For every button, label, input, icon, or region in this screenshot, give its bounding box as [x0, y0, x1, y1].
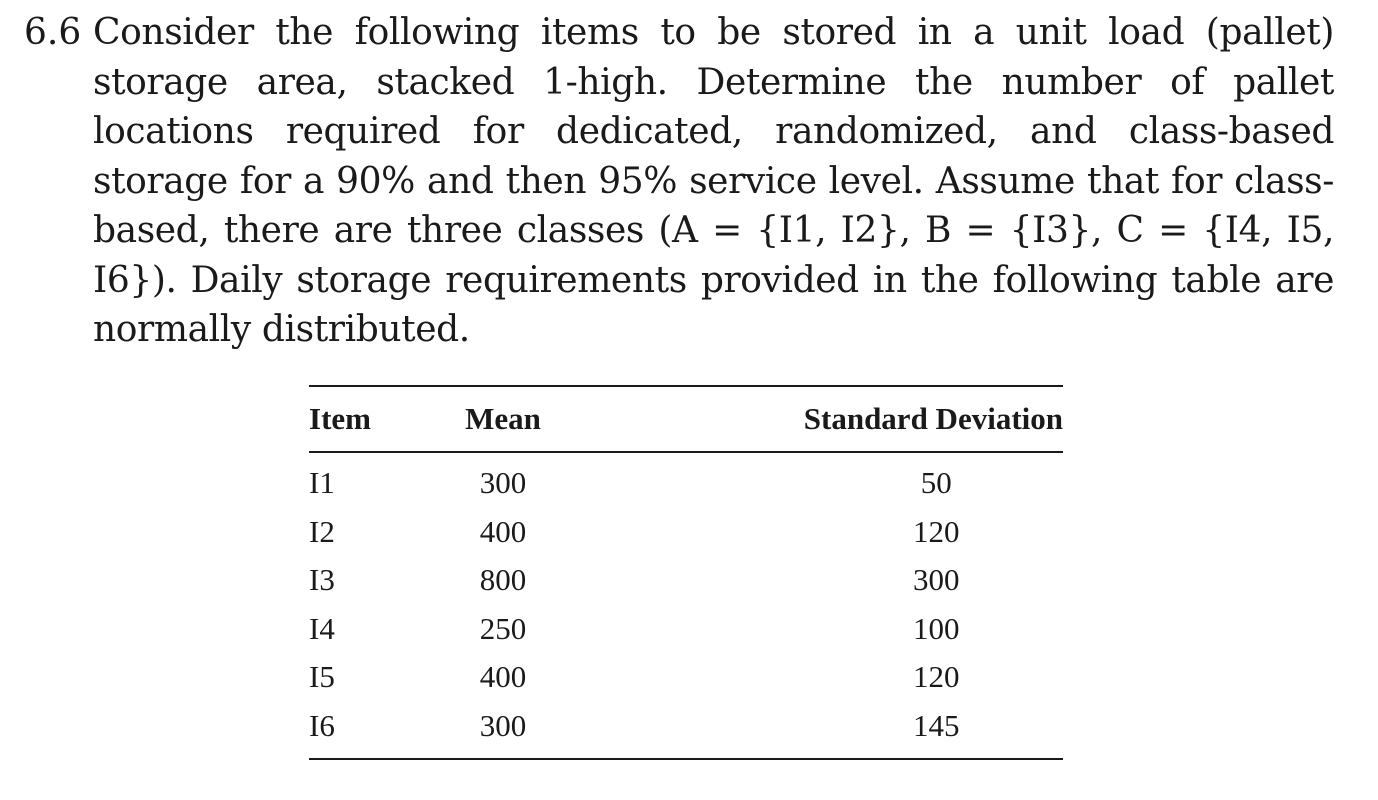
cell-item: I3 — [309, 562, 335, 598]
problem-statement — [24, 8, 1334, 355]
problem-number: 6.6 — [24, 12, 82, 53]
cell-item: I1 — [309, 465, 335, 501]
header-standard-deviation: Standard Deviation — [803, 401, 1063, 436]
cell-item: I4 — [309, 610, 335, 646]
cell-mean: 300 — [479, 707, 527, 743]
table-row — [309, 452, 1063, 508]
cell-standard-deviation: 50 — [920, 465, 952, 501]
table-row — [309, 556, 1063, 605]
cell-item: I5 — [309, 659, 335, 695]
header-item: Item — [309, 401, 371, 436]
problem-text: Consider the following items to be stored in a unit load (pallet) storage area, stacked 1-high. Determine the number of pallet locations required for dedicated, randomized, and class-based storage for a 90% and then 95% service level. Assume that for class-based, there are three classes (A = {I1, I2}, B = {I3}, C = {I4, I5, I6}). Daily storage requirements provided in the following table are normally distributed. — [93, 12, 1334, 350]
table-row — [309, 702, 1063, 760]
cell-mean: 300 — [479, 465, 527, 501]
cell-mean: 400 — [479, 513, 527, 549]
cell-standard-deviation: 120 — [913, 659, 960, 695]
storage-requirements-table — [309, 385, 1063, 760]
cell-standard-deviation: 300 — [913, 562, 960, 598]
cell-mean: 400 — [479, 659, 527, 695]
table-row — [309, 508, 1063, 557]
cell-item: I6 — [309, 707, 335, 743]
cell-standard-deviation: 145 — [913, 707, 960, 743]
table-row — [309, 605, 1063, 654]
cell-mean: 250 — [479, 610, 527, 646]
table-header-row — [309, 386, 1063, 452]
table-row — [309, 653, 1063, 702]
cell-standard-deviation: 120 — [913, 513, 960, 549]
cell-standard-deviation: 100 — [913, 610, 960, 646]
header-mean: Mean — [465, 401, 541, 436]
cell-item: I2 — [309, 513, 335, 549]
cell-mean: 800 — [479, 562, 527, 598]
